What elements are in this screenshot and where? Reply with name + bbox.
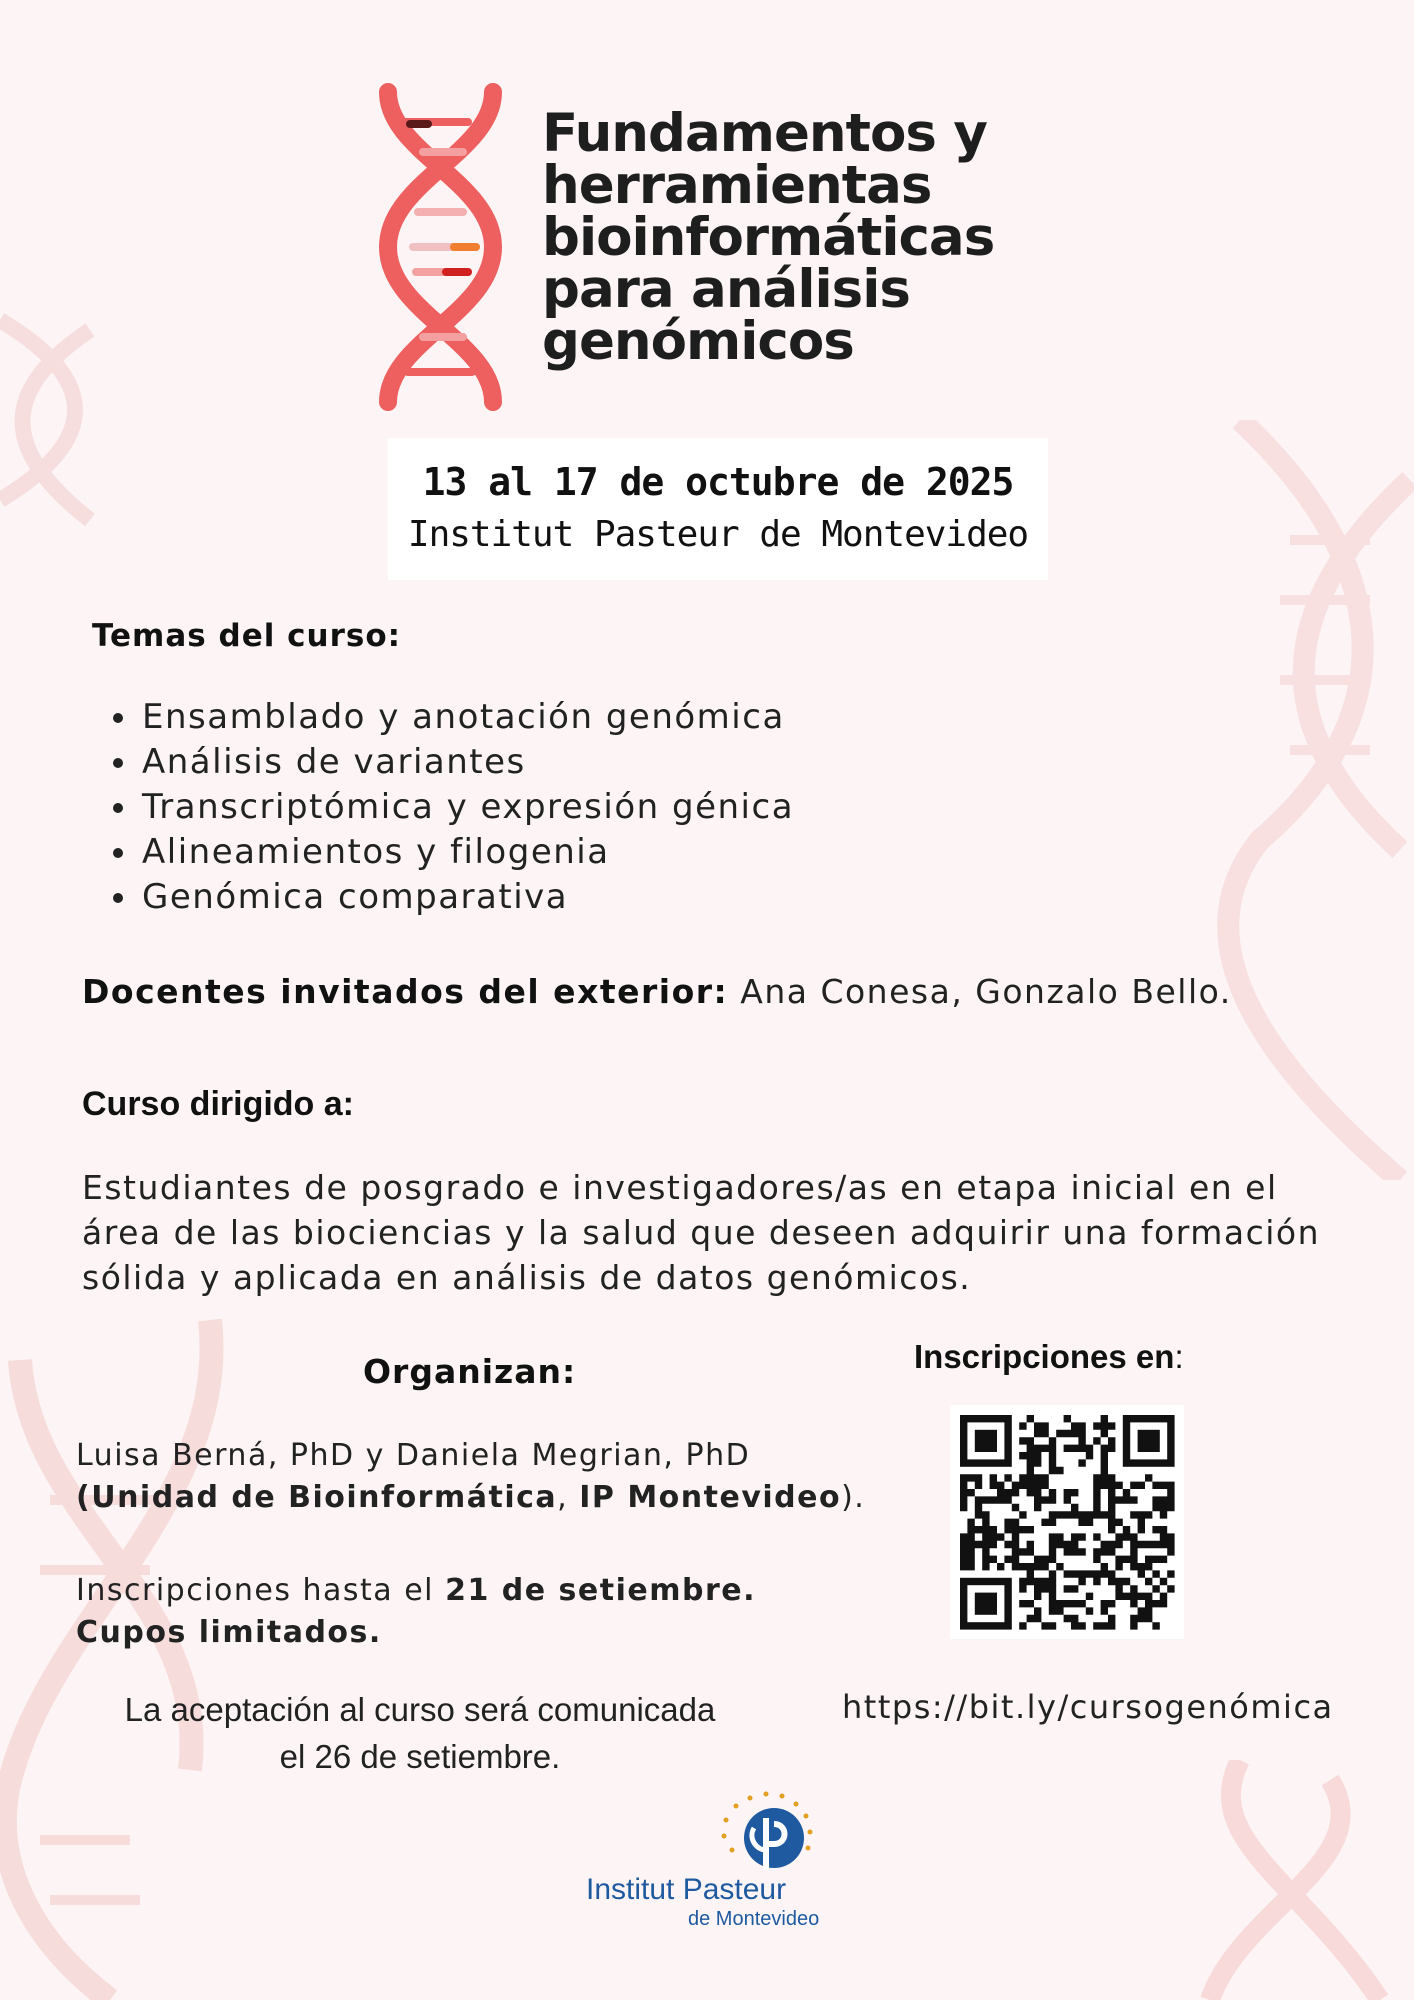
deadline-block: [76, 1570, 756, 1654]
teachers-label: Docentes invitados del exterior:: [82, 972, 729, 1011]
title-line: bioinformáticas: [542, 207, 995, 268]
teachers-line: [82, 972, 1232, 1011]
organizers-names: Luisa Berná, PhD y Daniela Megrian, PhD: [76, 1438, 751, 1473]
acceptance-note: [60, 1686, 780, 1780]
registration-colon: :: [1174, 1338, 1184, 1375]
background-dna-left-top-icon: [0, 310, 140, 570]
separator: ,: [557, 1480, 580, 1515]
qr-code[interactable]: [950, 1405, 1184, 1639]
paren-close: ).: [841, 1480, 866, 1515]
organizers-block: [76, 1435, 865, 1519]
logo-name: Institut Pasteur: [586, 1873, 787, 1906]
qr-code-icon: [950, 1405, 1184, 1639]
deadline-date: 21 de setiembre.: [445, 1573, 756, 1608]
topics-heading: Temas del curso:: [92, 618, 402, 654]
event-info-box: [388, 438, 1048, 580]
title-line: Fundamentos y: [542, 103, 987, 164]
registration-label: Inscripciones en: [914, 1338, 1175, 1375]
audience-heading: Curso dirigido a:: [82, 1085, 354, 1123]
dna-helix-icon: [368, 82, 512, 412]
background-dna-right-icon: [1200, 420, 1414, 1180]
list-item: • Ensamblado y anotación genómica: [140, 695, 794, 740]
teachers-names: Ana Conesa, Gonzalo Bello.: [740, 972, 1232, 1011]
unit-name: Unidad de Bioinformática: [91, 1480, 558, 1515]
title-line: para análisis: [542, 259, 910, 320]
paren-open: (: [76, 1480, 92, 1515]
topics-list: [100, 695, 794, 920]
pasteur-logo-icon: [704, 1788, 834, 1884]
logo-subname: de Montevideo: [688, 1908, 820, 1930]
event-date: 13 al 17 de octubre de 2025: [422, 460, 1014, 504]
audience-text: Estudiantes de posgrado e investigadores/as en etapa inicial en el área de las biociencias y la salud que deseen adquirir una formación sólida y aplicada en análisis de datos genómicos.: [82, 1168, 1321, 1297]
background-dna-right-bottom-icon: [1180, 1760, 1414, 2000]
list-item: • Alineamientos y filogenia: [140, 830, 794, 875]
acceptance-line1: La aceptación al curso será comunicada: [124, 1691, 716, 1728]
acceptance-line2: el 26 de setiembre.: [279, 1738, 561, 1775]
title-line: herramientas: [542, 155, 932, 216]
list-item: • Genómica comparativa: [140, 875, 794, 920]
institute-name: IP Montevideo: [579, 1480, 842, 1515]
event-place: Institut Pasteur de Montevideo: [407, 514, 1029, 555]
deadline-prefix: Inscripciones hasta el: [76, 1573, 435, 1608]
organizers-affiliation: [76, 1477, 865, 1519]
organizers-heading: Organizan:: [363, 1352, 577, 1391]
list-item: • Transcriptómica y expresión génica: [140, 785, 794, 830]
title-line: genómicos: [542, 311, 854, 372]
registration-url[interactable]: https://bit.ly/cursogenómica: [842, 1688, 1334, 1726]
limited-spots: Cupos limitados.: [76, 1615, 382, 1650]
registration-heading: [914, 1338, 1184, 1376]
course-title: [542, 103, 1102, 372]
list-item: • Análisis de variantes: [140, 740, 794, 785]
